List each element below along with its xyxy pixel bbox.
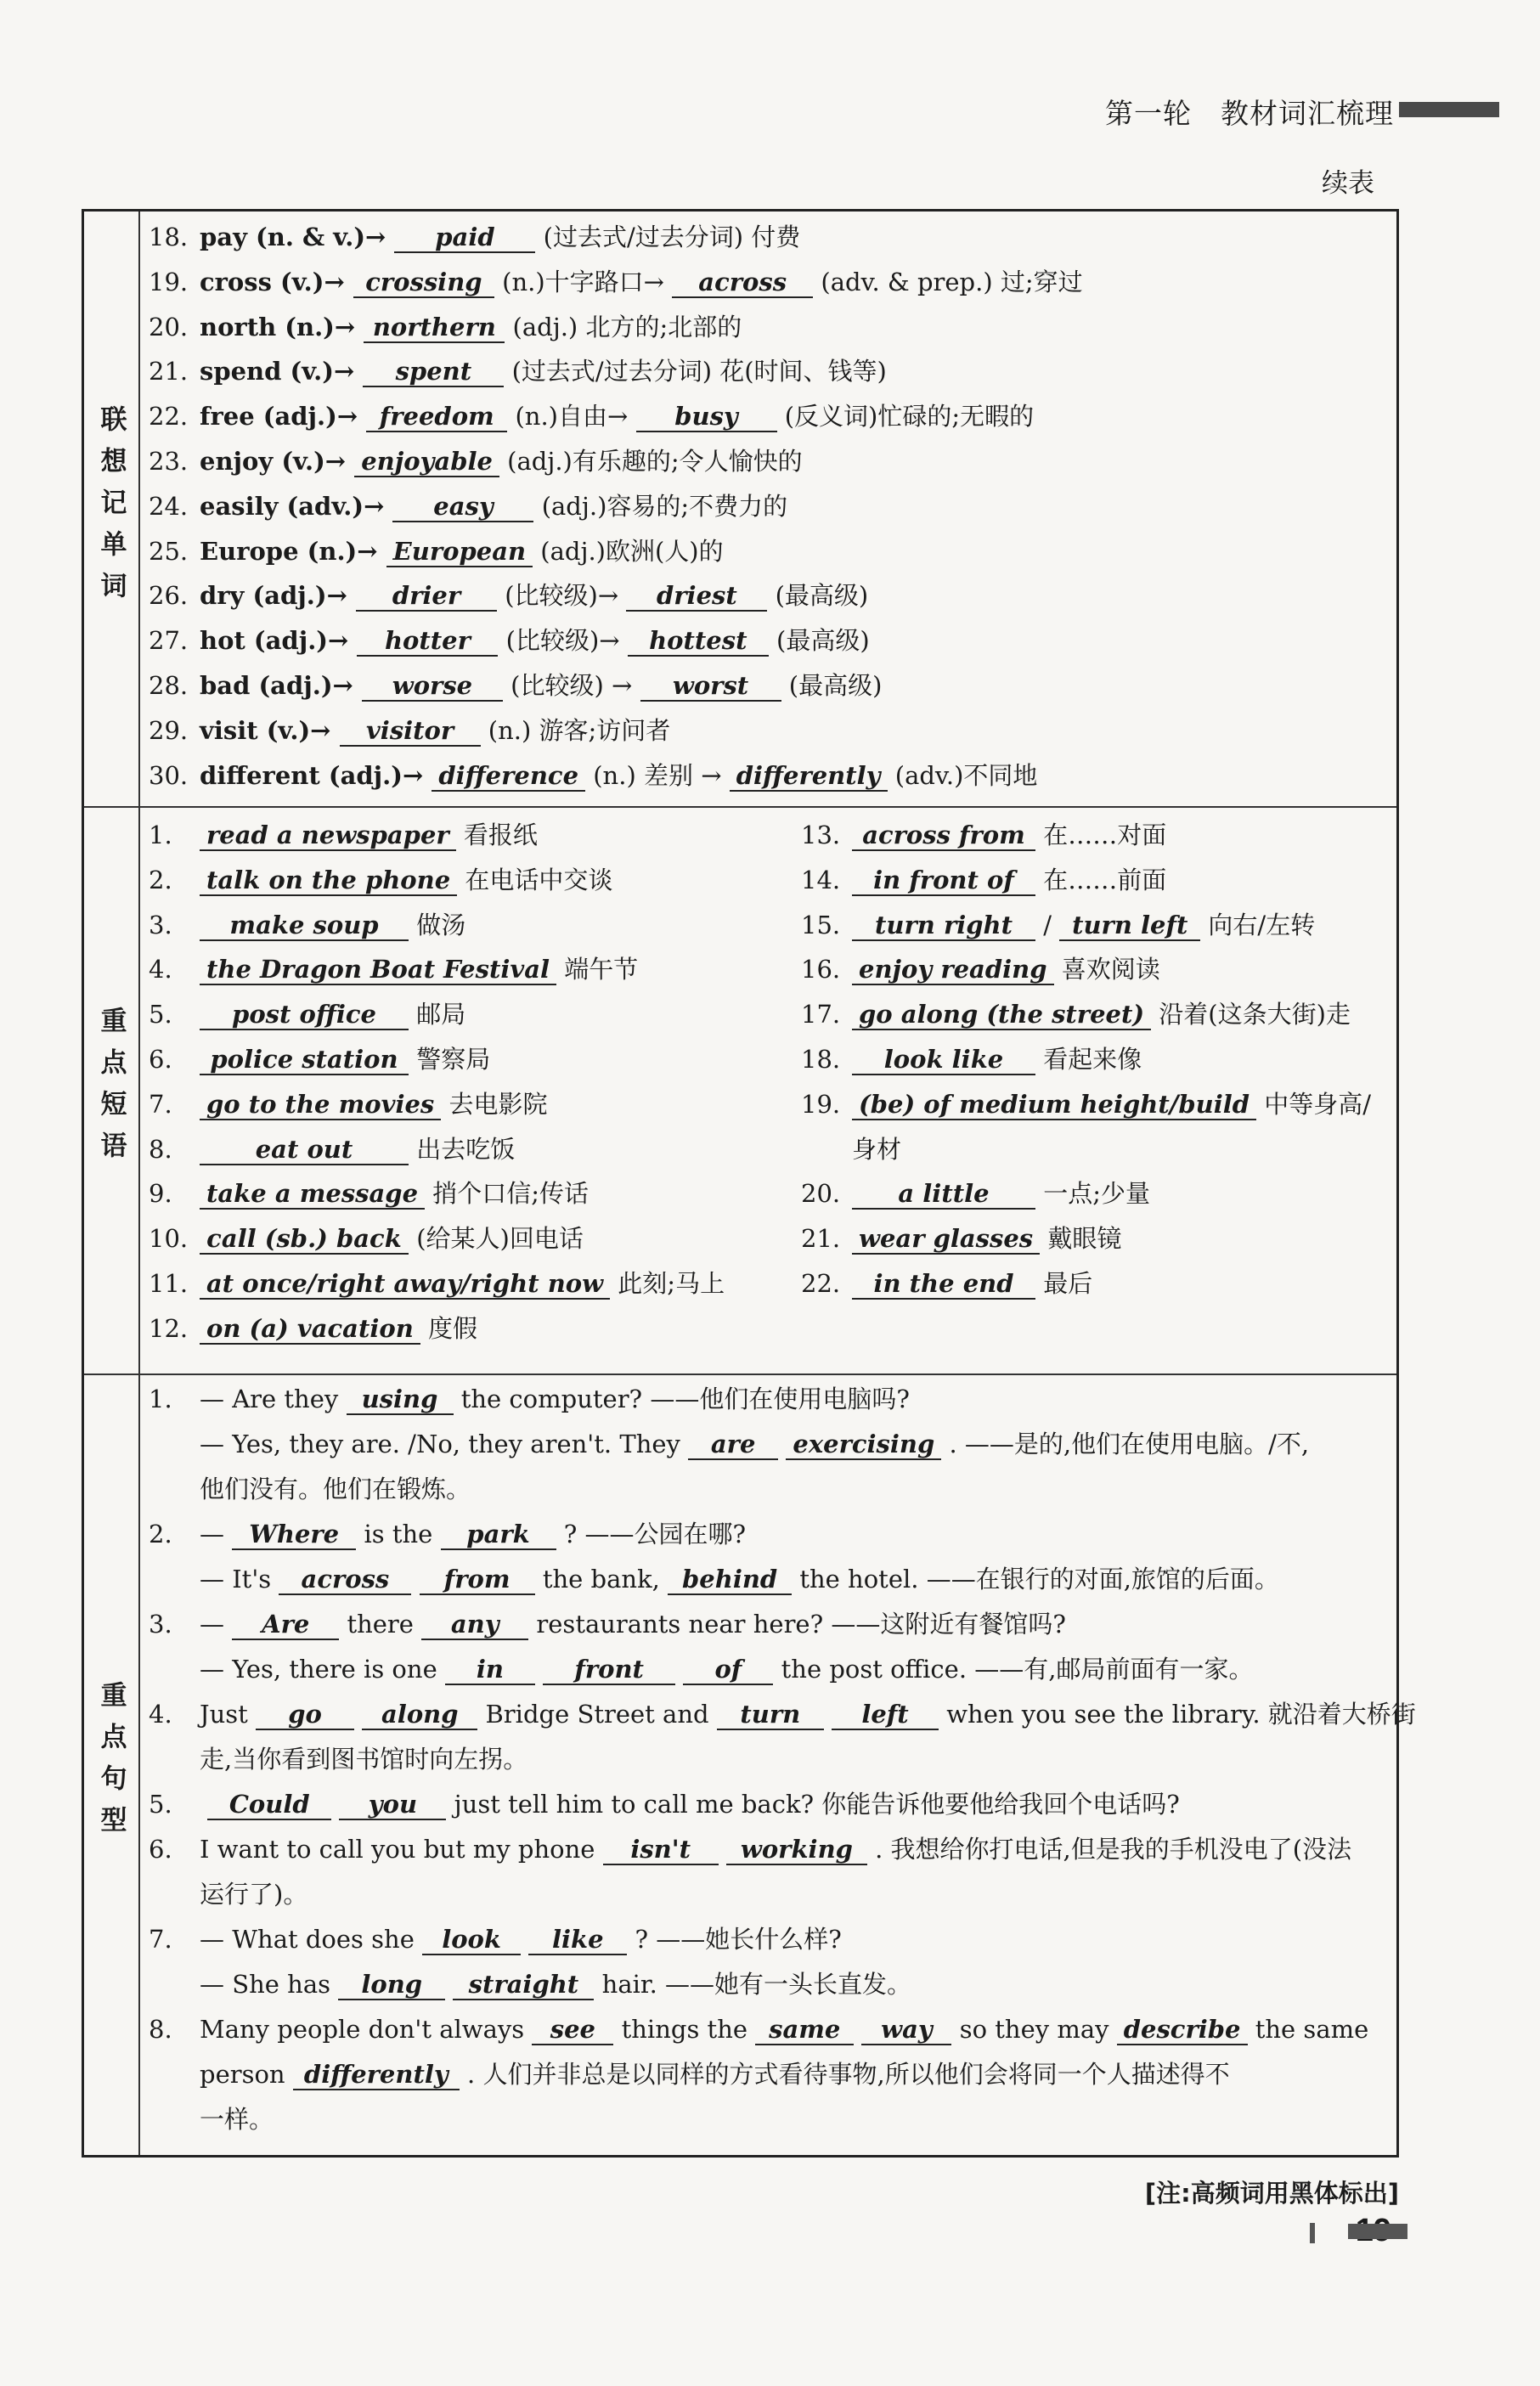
item-number: 6. <box>149 1045 172 1074</box>
item-number: 7. <box>149 1089 172 1119</box>
item-number: 19. <box>149 267 189 296</box>
item-number: 29. <box>149 715 189 745</box>
answer-blank: exercising <box>786 1430 941 1460</box>
answer-blank: using <box>347 1385 454 1415</box>
vocab-item <box>149 623 870 657</box>
sentence-1: 1. — Are they using the computer? ——他们在使用电脑吗? <box>149 1385 910 1413</box>
answer-blank: are <box>688 1430 778 1460</box>
item-number: 15. <box>801 910 841 939</box>
vocab-gloss: (过去式/过去分词) 花(时间、钱等) <box>504 357 887 386</box>
item-number: 18. <box>149 223 189 251</box>
answer-blank: front <box>543 1655 675 1685</box>
answer-blank: go along (the street) <box>852 1000 1151 1030</box>
answer-blank: look like <box>852 1045 1035 1075</box>
answer-blank: Where <box>232 1520 356 1550</box>
item-number: 12. <box>149 1313 189 1343</box>
phrase-item <box>801 1087 1371 1121</box>
answer-blank: European <box>386 537 533 567</box>
answer-blank: see <box>532 2015 613 2045</box>
item-number: 25. <box>149 536 189 566</box>
sentence-8-cont2: 一样。 <box>200 2105 274 2134</box>
vocab-prompt: dry (adj.)→ <box>200 581 356 611</box>
vocab-gloss: (adv.)不同地 <box>887 760 1038 790</box>
answer-blank: at once/right away/right now <box>200 1269 610 1300</box>
item-number: 22. <box>149 402 189 432</box>
sentence-2-reply: — It's across from the bank, behind the hotel. ——在银行的对面,旅馆的后面。 <box>200 1565 1279 1593</box>
vocab-prompt: enjoy (v.)→ <box>200 447 355 476</box>
sentence-8: 8. Many people don't always see things the same way so they may describe the same <box>149 2015 1369 2044</box>
page-marker <box>1310 2223 1315 2243</box>
vocab-gloss: (最高级) <box>767 581 869 611</box>
answer-blank: take a message <box>200 1179 425 1210</box>
phrase-meaning: 端午节 <box>556 955 639 984</box>
vocab-prompt: spend (v.)→ <box>200 357 364 386</box>
continued-label: 续表 <box>1322 168 1374 199</box>
answer-blank: make soup <box>200 911 409 941</box>
vocab-gloss: (n.) 差别 → <box>585 760 730 790</box>
phrase-item <box>149 997 465 1031</box>
phrase-meaning: 一点;少量 <box>1035 1179 1150 1209</box>
answer-blank: busy <box>636 402 777 432</box>
answer-blank: difference <box>432 761 585 792</box>
answer-blank: in <box>445 1655 535 1685</box>
vocab-section <box>84 212 1396 808</box>
phrase-meaning: 沿着(这条大街)走 <box>1151 1000 1351 1029</box>
phrase-item <box>852 1132 901 1166</box>
item-number: 28. <box>149 671 189 700</box>
answer-blank: hottest <box>628 626 769 657</box>
phrase-meaning: 中等身高/ <box>1256 1089 1372 1119</box>
sentence-3-reply: — Yes, there is one in front of the post office. ——有,邮局前面有一家。 <box>200 1655 1254 1684</box>
answer-blank: the Dragon Boat Festival <box>200 955 556 985</box>
answer-blank: across <box>279 1565 411 1595</box>
answer-blank: turn <box>717 1700 824 1730</box>
sentence-1-cont: 他们没有。他们在锻炼。 <box>200 1475 471 1503</box>
answer-blank: freedom <box>366 402 507 432</box>
item-number: 2. <box>149 865 172 894</box>
vocab-item <box>149 265 1083 299</box>
phrase-item <box>149 863 612 897</box>
answer-blank: working <box>726 1835 867 1865</box>
phrase-meaning: 捎个口信;传话 <box>425 1179 589 1209</box>
vocab-prompt: hot (adj.)→ <box>200 626 358 656</box>
vocab-gloss: (过去式/过去分词) 付费 <box>535 223 801 251</box>
vocab-prompt: different (adj.)→ <box>200 760 432 790</box>
answer-blank: of <box>683 1655 773 1685</box>
header-bar <box>1399 102 1499 117</box>
answer-blank: Could <box>207 1790 331 1820</box>
vocab-prompt: free (adj.)→ <box>200 402 367 432</box>
answer-blank: call (sb.) back <box>200 1224 409 1255</box>
phrase-meaning: 看报纸 <box>455 821 538 849</box>
vocab-prompt: bad (adj.)→ <box>200 671 362 700</box>
phrase-meaning: 出去吃饭 <box>409 1134 516 1164</box>
answer-blank: worse <box>362 671 503 702</box>
item-number: 18. <box>801 1045 841 1074</box>
phrase-item <box>149 1266 725 1300</box>
phrase-meaning: 在……对面 <box>1035 821 1167 849</box>
answer-blank: left <box>832 1700 939 1730</box>
vocab-item <box>149 444 803 478</box>
vocab-gloss: (n.) 游客;访问者 <box>480 715 671 745</box>
phrase-meaning: 喜欢阅读 <box>1053 955 1160 984</box>
answer-blank: paid <box>394 223 535 253</box>
answer-blank: spent <box>363 357 504 387</box>
item-number: 20. <box>801 1179 841 1209</box>
answer-blank: (be) of medium height/build <box>852 1090 1256 1120</box>
item-number: 27. <box>149 626 189 656</box>
answer-blank: look <box>422 1925 521 1955</box>
sentence-8-cont: person differently . 人们并非总是以同样的方式看待事物,所以他们会将同一个人描述得不 <box>200 2060 1230 2089</box>
vocab-prompt: cross (v.)→ <box>200 267 353 296</box>
vocab-item <box>149 668 882 702</box>
item-number: 20. <box>149 312 189 341</box>
vocab-gloss: (比较级)→ <box>497 581 627 611</box>
vocab-item <box>149 759 1037 793</box>
vocab-item <box>149 399 1034 433</box>
answer-blank: park <box>441 1520 556 1550</box>
vocab-gloss: (adj.) 北方的;北部的 <box>505 312 742 341</box>
vocab-item <box>149 310 742 344</box>
item-number: 11. <box>149 1269 189 1298</box>
answer-blank: from <box>420 1565 535 1595</box>
answer-blank: way <box>861 2015 951 2045</box>
answer-blank: same <box>755 2015 854 2045</box>
answer-blank: driest <box>626 581 767 612</box>
phrase-item <box>801 997 1351 1031</box>
vocab-gloss: (比较级) → <box>502 671 640 700</box>
phrase-item <box>149 1221 584 1255</box>
sentence-5: 5. Could you just tell him to call me back? 你能告诉他要他给我回个电话吗? <box>149 1790 1180 1819</box>
answer-blank: across <box>672 268 813 298</box>
answer-blank: hotter <box>357 626 498 657</box>
vocab-gloss: (adv. & prep.) 过;穿过 <box>813 267 1083 296</box>
phrase-item <box>149 952 638 986</box>
answer-blank: straight <box>453 1970 594 2000</box>
phrases-list <box>138 806 1396 1374</box>
phrase-item <box>801 908 1315 942</box>
phrase-item <box>801 863 1166 897</box>
answer-blank: post office <box>200 1000 409 1030</box>
answer-blank: a little <box>852 1179 1035 1210</box>
item-number: 3. <box>149 910 172 939</box>
answer-blank: differently <box>293 2060 460 2090</box>
vocab-gloss: (n.)自由→ <box>507 402 636 432</box>
answer-blank: talk on the phone <box>200 866 457 896</box>
header-title: 第一轮 教材词汇梳理 <box>1105 97 1394 130</box>
answer-blank: police station <box>200 1045 409 1075</box>
phrase-item <box>801 818 1166 852</box>
answer-blank: like <box>528 1925 627 1955</box>
vocab-item <box>149 534 724 568</box>
sentence-4: 4. Just go along Bridge Street and turn left when you see the library. 就沿着大桥街 <box>149 1700 1416 1729</box>
item-number: 8. <box>149 1134 172 1164</box>
phrase-meaning: (给某人)回电话 <box>409 1224 584 1254</box>
item-number: 22. <box>801 1269 841 1298</box>
answer-blank: any <box>421 1610 528 1640</box>
worksheet-table <box>82 209 1416 2158</box>
footer-note: [注:高频词用黑体标出] <box>1144 2179 1399 2208</box>
vocab-prompt: north (n.)→ <box>200 312 364 341</box>
answer-blank: isn't <box>603 1835 719 1865</box>
vocab-item <box>149 489 787 523</box>
vocab-gloss: (比较级)→ <box>498 626 628 656</box>
phrase-item <box>149 1132 515 1166</box>
item-number: 13. <box>801 821 841 849</box>
vocab-item <box>149 578 868 612</box>
vocab-section-label: 联想记单词 <box>84 212 140 806</box>
sentences-section-label: 重点句型 <box>84 1374 140 2155</box>
sentence-7: 7. — What does she look like ? ——她长什么样? <box>149 1925 842 1954</box>
answer-blank: go <box>256 1700 354 1730</box>
sentence-6: 6. I want to call you but my phone isn't working . 我想给你打电话,但是我的手机没电了(没法 <box>149 1835 1352 1864</box>
item-number: 1. <box>149 821 172 849</box>
answer-blank: in front of <box>852 866 1035 896</box>
answer-blank: turn left <box>1059 911 1200 941</box>
answer-blank: you <box>339 1790 446 1820</box>
answer-blank: read a newspaper <box>200 821 456 851</box>
sentence-3: 3. — Are there any restaurants near here? ——这附近有餐馆吗? <box>149 1610 1066 1639</box>
answer-blank: northern <box>364 313 505 343</box>
vocab-gloss: (最高级) <box>768 626 870 656</box>
answer-blank: Are <box>232 1610 339 1640</box>
phrase-item <box>149 818 538 852</box>
answer-blank: enjoyable <box>354 447 499 477</box>
vocab-gloss: (adj.)有乐趣的;令人愉快的 <box>499 447 803 476</box>
item-number: 21. <box>801 1224 841 1254</box>
answer-blank: visitor <box>340 716 481 747</box>
phrase-item <box>149 1176 589 1210</box>
answer-blank: along <box>362 1700 477 1730</box>
phrase-meaning: 去电影院 <box>441 1089 548 1119</box>
phrase-meaning: 看起来像 <box>1035 1045 1142 1074</box>
slash: / <box>1035 910 1060 939</box>
phrase-meaning: 最后 <box>1035 1269 1093 1298</box>
vocab-item <box>149 220 800 254</box>
answer-blank: behind <box>668 1565 792 1595</box>
sentences-list <box>138 1374 1416 2155</box>
item-number: 16. <box>801 955 841 984</box>
sentence-1-reply: — Yes, they are. /No, they aren't. They are exercising . ——是的,他们在使用电脑。/不, <box>200 1430 1310 1458</box>
answer-blank: go to the movies <box>200 1090 441 1120</box>
vocab-prompt: easily (adv.)→ <box>200 491 393 521</box>
vocab-item <box>149 714 670 747</box>
phrase-meaning: 邮局 <box>409 1000 466 1029</box>
phrase-meaning: 警察局 <box>409 1045 491 1074</box>
vocab-gloss: (最高级) <box>781 671 883 700</box>
page-bar <box>1348 2224 1407 2239</box>
phrase-meaning: 戴眼镜 <box>1040 1224 1122 1254</box>
item-number: 30. <box>149 760 189 790</box>
phrase-item <box>149 1311 477 1345</box>
phrases-section <box>84 806 1396 1375</box>
answer-blank: long <box>338 1970 445 2000</box>
answer-blank: enjoy reading <box>852 955 1054 985</box>
answer-blank: describe <box>1117 2015 1248 2045</box>
item-number: 19. <box>801 1089 841 1119</box>
answer-blank: wear glasses <box>852 1224 1040 1255</box>
phrase-meaning: 做汤 <box>409 910 466 939</box>
item-number: 17. <box>801 1000 841 1029</box>
item-number: 4. <box>149 955 172 984</box>
sentence-2: 2. — Where is the park ? ——公园在哪? <box>149 1520 747 1548</box>
item-number: 9. <box>149 1179 172 1209</box>
vocab-gloss: (n.)十字路口→ <box>494 267 673 296</box>
answer-blank: crossing <box>353 268 494 298</box>
phrase-item <box>149 908 465 942</box>
vocab-gloss: (adj.)容易的;不费力的 <box>533 491 788 521</box>
phrase-meaning: 此刻;马上 <box>610 1269 725 1298</box>
item-number: 24. <box>149 491 189 521</box>
item-number: 26. <box>149 581 189 611</box>
vocab-prompt: visit (v.)→ <box>200 715 340 745</box>
item-number: 10. <box>149 1224 189 1254</box>
answer-blank: differently <box>730 761 888 792</box>
phrase-item <box>149 1042 490 1076</box>
sentence-7-reply: — She has long straight hair. ——她有一头长直发。 <box>200 1970 912 1999</box>
item-number: 5. <box>149 1000 172 1029</box>
phrase-meaning: 身材 <box>852 1134 902 1164</box>
phrase-meaning: 在电话中交谈 <box>457 865 613 894</box>
answer-blank: worst <box>640 671 781 702</box>
answer-blank: across from <box>852 821 1035 851</box>
phrase-meaning: 在……前面 <box>1035 865 1167 894</box>
item-number: 14. <box>801 865 841 894</box>
vocab-list <box>138 212 1396 806</box>
answer-blank: drier <box>356 581 497 612</box>
phrase-item <box>801 1042 1142 1076</box>
vocab-prompt: Europe (n.)→ <box>200 536 386 566</box>
phrase-meaning: 向右/左转 <box>1200 910 1316 939</box>
phrase-item <box>149 1087 547 1121</box>
sentences-section <box>84 1374 1416 2155</box>
sentence-6-cont: 运行了)。 <box>200 1880 308 1909</box>
answer-blank: in the end <box>852 1269 1035 1300</box>
item-number: 23. <box>149 447 189 476</box>
sentence-4-cont: 走,当你看到图书馆时向左拐。 <box>200 1745 528 1774</box>
phrase-item <box>801 952 1160 986</box>
vocab-gloss: (adj.)欧洲(人)的 <box>533 536 724 566</box>
phrase-item <box>801 1266 1092 1300</box>
answer-blank: turn right <box>852 911 1035 941</box>
answer-blank: on (a) vacation <box>200 1314 420 1345</box>
vocab-item <box>149 354 887 388</box>
answer-blank: easy <box>392 492 533 522</box>
phrases-section-label: 重点短语 <box>84 806 140 1374</box>
phrase-item <box>801 1176 1150 1210</box>
phrase-meaning: 度假 <box>420 1313 477 1343</box>
phrase-item <box>801 1221 1121 1255</box>
vocab-prompt: pay (n. & v.)→ <box>200 223 395 251</box>
answer-blank: eat out <box>200 1135 409 1165</box>
item-number: 21. <box>149 357 189 386</box>
vocab-gloss: (反义词)忙碌的;无暇的 <box>776 402 1035 432</box>
